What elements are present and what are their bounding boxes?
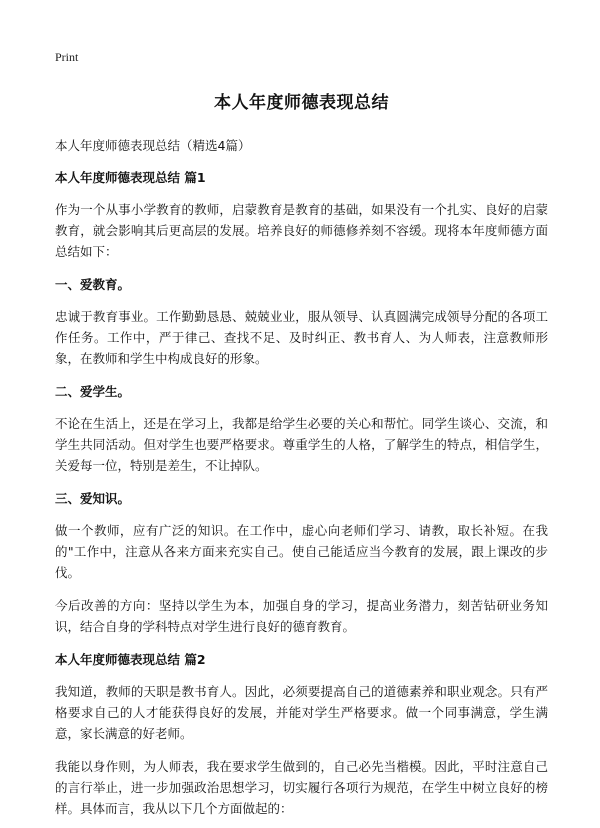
section-2-paragraph-1: 我知道，教师的天职是教书育人。因此，必须要提高自己的道德素养和职业观念。只有严格要求自己的人才能获得良好的发展，并能对学生严格要求。做一个同事满意，学生满意，家长满意的好老师。 — [55, 684, 548, 741]
item-2-heading: 二、爱学生。 — [55, 384, 131, 399]
section-2-heading: 本人年度师德表现总结 篇2 — [55, 652, 206, 667]
document-title: 本人年度师德表现总结 — [214, 93, 389, 113]
document-subtitle: 本人年度师德表现总结（精选4篇） — [55, 138, 251, 153]
item-3-text: 做一个教师，应有广泛的知识。在工作中，虚心向老师们学习、请教，取长补短。在我的"工作中，注意从各来方面来充实自己。使自己能适应当今教育的发展，跟上课改的步伐。 — [55, 523, 548, 580]
section-2-paragraph-2: 我能以身作则，为人师表，我在要求学生做到的，自己必先当楷模。因此，平时注意自己的言行举止，进一步加强政治思想学习，切实履行各项行为规范，在学生中树立良好的榜样。具体而言，我从以下几个方面做起的： — [55, 759, 548, 816]
improvement-paragraph: 今后改善的方向：坚持以学生为本，加强自身的学习，提高业务潜力，刻苦钻研业务知识，结合自身的学科特点对学生进行良好的德育教育。 — [55, 598, 548, 634]
item-2-text: 不论在生活上，还是在学习上，我都是给学生必要的关心和帮忙。同学生谈心、交流，和学生共同活动。但对学生也要严格要求。尊重学生的人格，了解学生的特点，相信学生，关爱每一位，特别是差生，不让掉队。 — [55, 416, 548, 473]
section-1-intro: 作为一个从事小学教育的教师，启蒙教育是教育的基础，如果没有一个扎实、良好的启蒙教育，就会影响其后更高层的发展。培养良好的师德修养刻不容缓。现将本年度师德方面总结如下： — [55, 202, 548, 259]
section-1-heading: 本人年度师德表现总结 篇1 — [55, 170, 206, 185]
print-link[interactable]: Print — [55, 50, 79, 64]
item-1-heading: 一、爱教育。 — [55, 277, 131, 292]
item-3-heading: 三、爱知识。 — [55, 491, 131, 506]
item-1-text: 忠诚于教育事业。工作勤勤恳恳、兢兢业业，服从领导、认真圆满完成领导分配的各项工作任务。工作中，严于律己、查找不足、及时纠正、教书育人、为人师表，注意教师形象，在教师和学生中构成良好的形象。 — [55, 309, 548, 366]
